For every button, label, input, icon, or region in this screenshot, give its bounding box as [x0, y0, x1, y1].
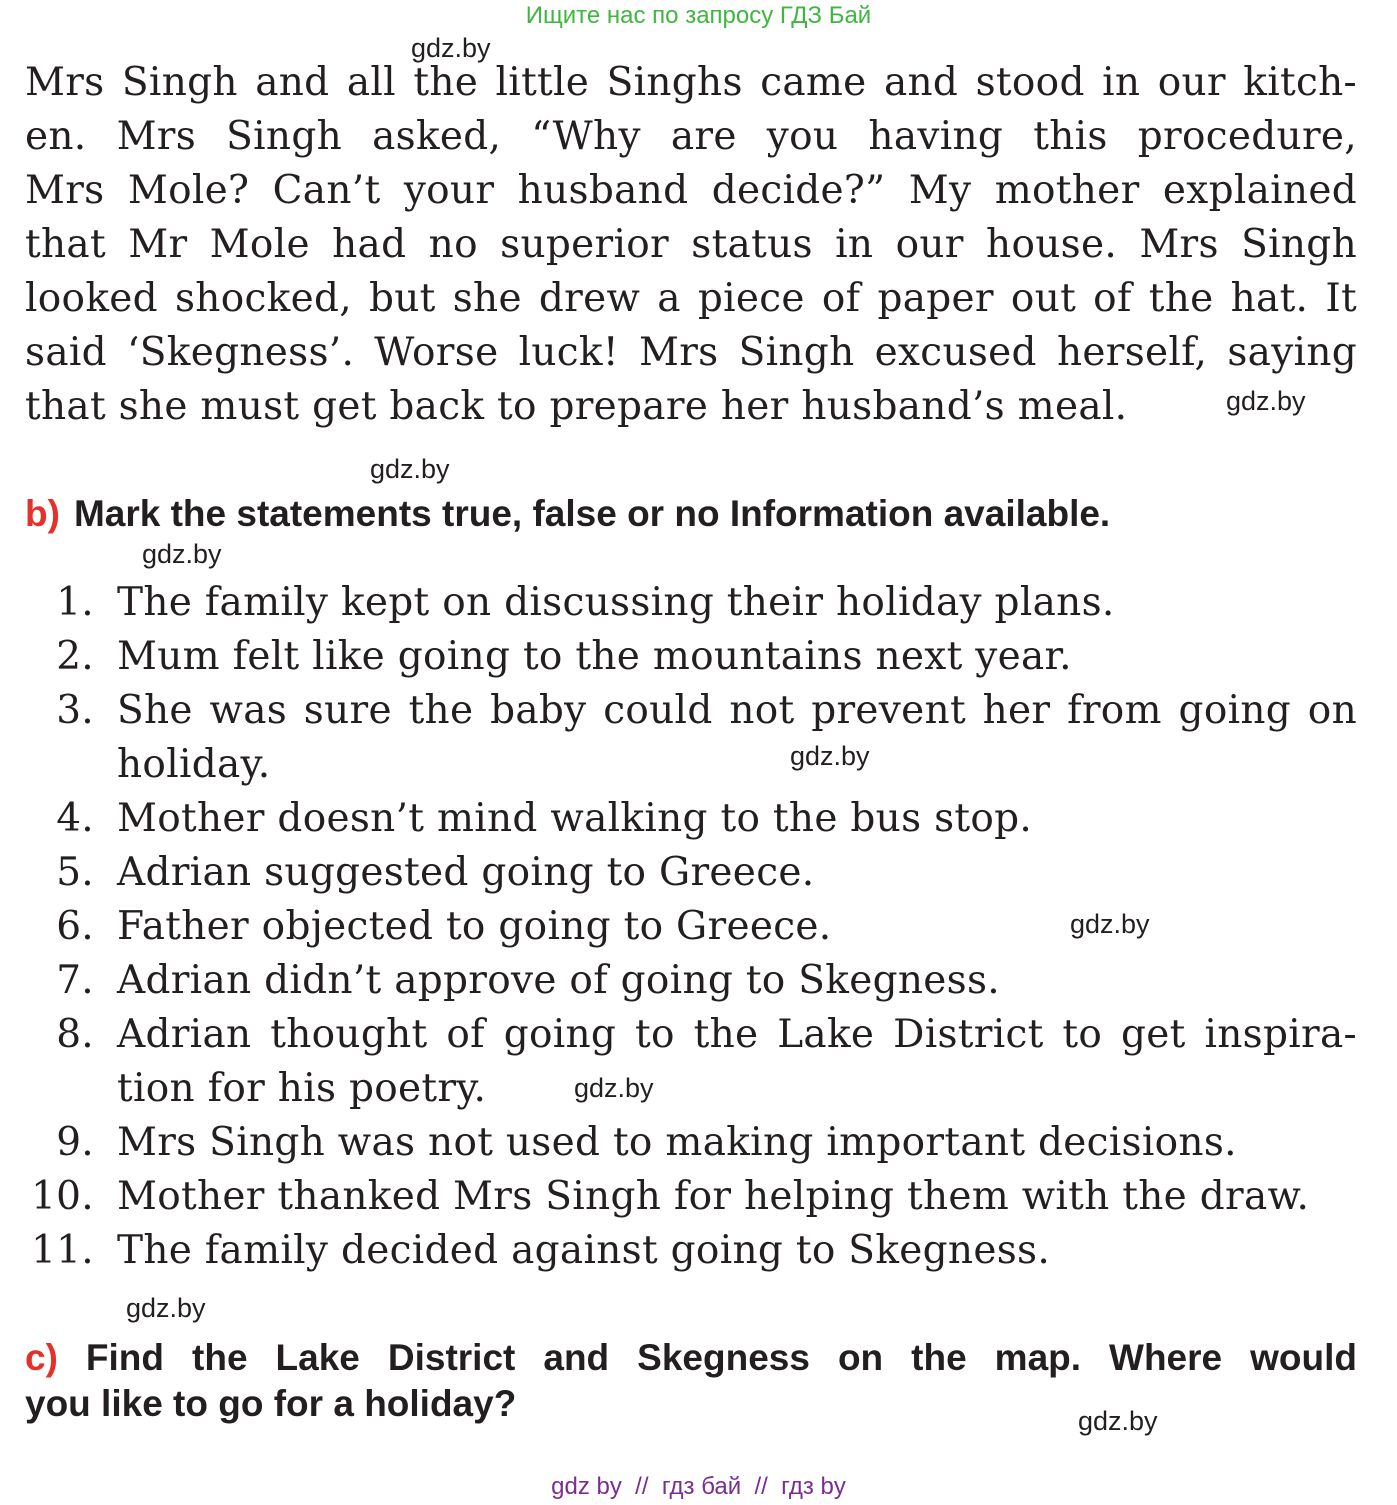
list-item — [0, 1174, 1397, 1228]
item-number: 7. — [56, 958, 94, 1003]
passage-line: Mrs Mole? Can’t your husband decide?” My mother explained — [25, 168, 1357, 213]
item-text-continuation: holiday. — [117, 742, 271, 787]
list-item — [0, 850, 1397, 904]
item-text: Mother doesn’t mind walking to the bus stop. — [117, 796, 1033, 841]
watermark: gdz.by — [411, 33, 491, 63]
task-text: Mark the statements true, false or no Information available. — [73, 493, 1111, 534]
item-number: 1. — [56, 580, 94, 625]
passage-line: looked shocked, but she drew a piece of paper out of the hat. It — [25, 276, 1357, 321]
item-text-continuation: tion for his poetry. — [117, 1066, 487, 1111]
item-text: Adrian suggested going to Greece. — [117, 850, 815, 895]
passage-line: Mrs Singh and all the little Singhs came and stood in our kitch- — [25, 60, 1357, 105]
list-item — [0, 904, 1397, 958]
item-text: Father objected to going to Greece. — [117, 904, 832, 949]
passage-line: en. Mrs Singh asked, “Why are you having this procedure, — [25, 114, 1357, 159]
passage-line: said ‘Skegness’. Worse luck! Mrs Singh excused herself, saying — [25, 330, 1357, 375]
task-text: Find the Lake District and Skegness on the map. Where would — [85, 1337, 1357, 1378]
item-text: Adrian thought of going to the Lake District to get inspira- — [117, 1012, 1357, 1057]
item-text: Adrian didn’t approve of going to Skegness. — [117, 958, 1000, 1003]
footer: gdz by // гдз бай // гдз by — [551, 1473, 846, 1500]
list-item — [0, 1120, 1397, 1174]
watermark: gdz.by — [790, 741, 870, 771]
passage-line: that Mr Mole had no superior status in our house. Mrs Singh — [25, 222, 1357, 267]
item-number: 2. — [56, 634, 94, 679]
item-text: The family kept on discussing their holiday plans. — [117, 580, 1115, 625]
watermark: gdz.by — [574, 1073, 654, 1103]
item-number: 9. — [56, 1120, 94, 1165]
top-banner: Ищите нас по запросу ГДЗ Бай — [525, 2, 872, 29]
item-text: Mrs Singh was not used to making important decisions. — [117, 1120, 1237, 1165]
task-b-heading — [25, 493, 1110, 535]
item-number: 10. — [31, 1174, 94, 1219]
watermark: gdz.by — [1070, 909, 1150, 939]
list-item — [0, 634, 1397, 688]
list-item — [0, 796, 1397, 850]
item-text: Mother thanked Mrs Singh for helping them with the draw. — [117, 1174, 1310, 1219]
task-letter: c) — [25, 1337, 58, 1378]
task-letter: b) — [25, 493, 60, 534]
list-item — [0, 580, 1397, 634]
item-number: 8. — [56, 1012, 94, 1057]
watermark: gdz.by — [1226, 386, 1306, 416]
watermark: gdz.by — [1078, 1406, 1158, 1436]
list-item — [0, 958, 1397, 1012]
item-text: Mum felt like going to the mountains next year. — [117, 634, 1072, 679]
list-item — [0, 1012, 1397, 1066]
list-item — [0, 688, 1397, 742]
item-number: 4. — [56, 796, 94, 841]
item-number: 6. — [56, 904, 94, 949]
task-c-heading — [25, 1337, 1357, 1379]
task-c-heading-continuation: you like to go for a holiday? — [25, 1383, 517, 1424]
list-item — [0, 1228, 1397, 1282]
item-text: The family decided against going to Skegness. — [117, 1228, 1051, 1273]
item-text: She was sure the baby could not prevent her from going on — [117, 688, 1357, 733]
passage-line: that she must get back to prepare her husband’s meal. — [25, 384, 1128, 429]
item-number: 3. — [56, 688, 94, 733]
item-number: 5. — [56, 850, 94, 895]
item-number: 11. — [31, 1228, 94, 1273]
watermark: gdz.by — [142, 539, 222, 569]
watermark: gdz.by — [370, 454, 450, 484]
watermark: gdz.by — [126, 1293, 206, 1323]
